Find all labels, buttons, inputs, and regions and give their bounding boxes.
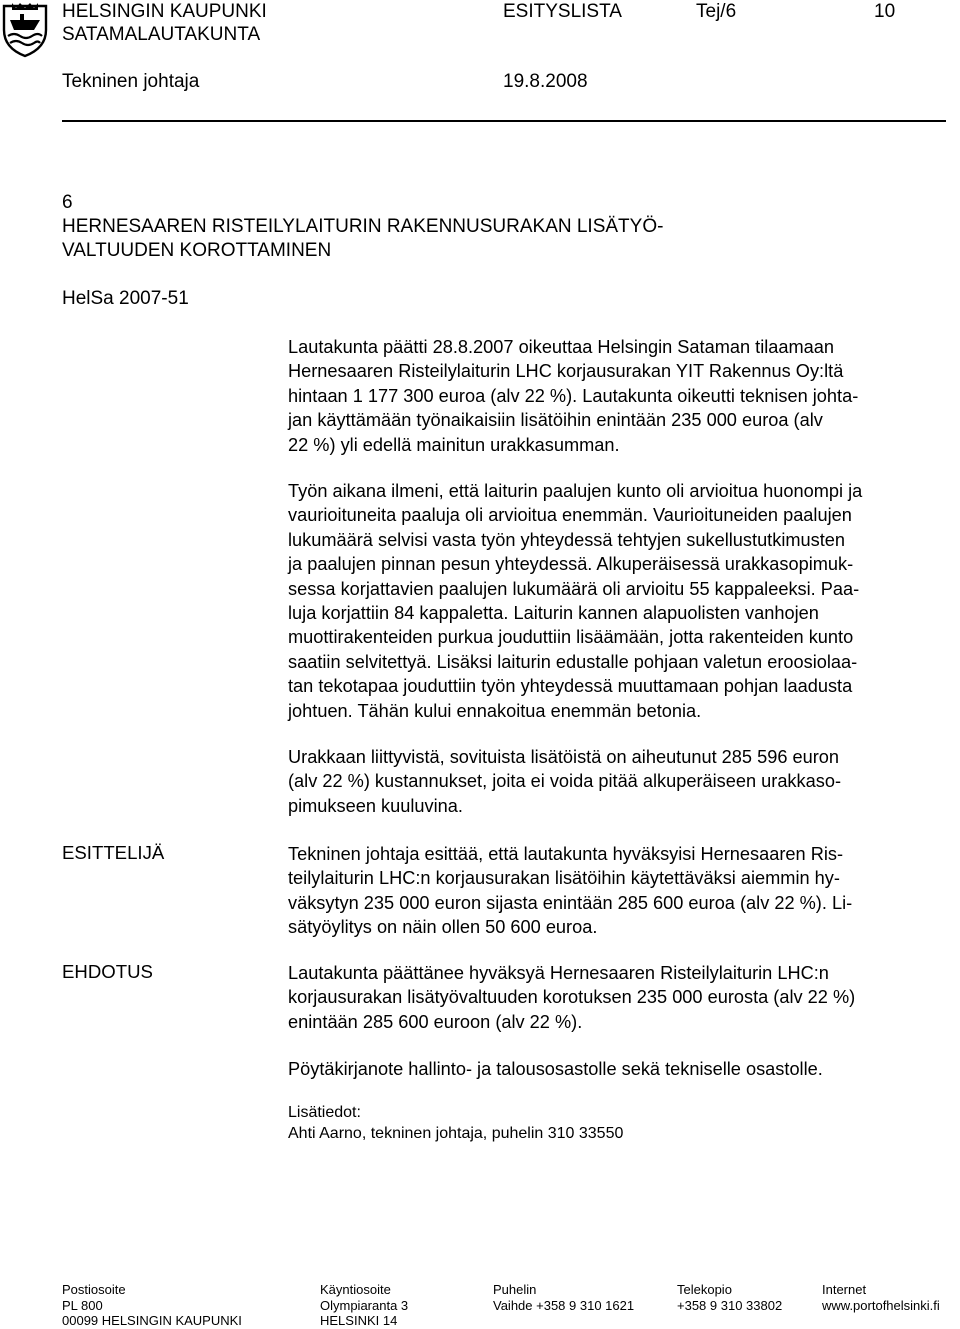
text-line: (alv 22 %) kustannukset, joita ei voida pitää alkuperäiseen urakkaso- xyxy=(288,771,842,792)
text-line: korjausurakan lisätyövaltuuden korotuksen 235 000 eurosta (alv 22 %) xyxy=(288,987,856,1008)
footer-fax: +358 9 310 33802 xyxy=(677,1298,783,1313)
reference-number: HelSa 2007-51 xyxy=(62,288,189,309)
footer-visit-line: Olympiaranta 3 xyxy=(320,1298,409,1313)
footer-postal-line: 00099 HELSINGIN KAUPUNKI xyxy=(62,1313,242,1328)
text-line: Lautakunta päätti 28.8.2007 oikeuttaa Helsingin Sataman tilaamaan xyxy=(288,337,835,357)
text-line: ja paalujen pinnan pesun yhteydessä. Alkuperäisessä urakkasopimuk- xyxy=(288,554,854,575)
info-label: Lisätiedot: xyxy=(288,1104,361,1121)
header-divider xyxy=(62,120,946,122)
author: Tekninen johtaja xyxy=(62,71,200,92)
section-number: 6 xyxy=(62,192,73,213)
text-line: väksytyn 235 000 euron sijasta enintään 285 600 euroa (alv 22 %). Li- xyxy=(288,892,853,913)
text-line: Tekninen johtaja esittää, että lautakunta hyväksyisi Hernesaaren Ris- xyxy=(288,844,844,864)
doc-code: Tej/6 xyxy=(696,1,737,22)
footer-web-heading: Internet xyxy=(822,1282,867,1297)
text-line: enintään 285 600 euroon (alv 22 %). xyxy=(288,1011,583,1032)
text-line: teilylaiturin LHC:n korjausurakan lisätöihin käytettäväksi aiemmin hy- xyxy=(288,868,840,889)
text-line: muottirakenteiden purkua jouduttiin lisäämään, jotta rakenteiden kunto xyxy=(288,627,854,648)
section-title-line: VALTUUDEN KOROTTAMINEN xyxy=(62,240,332,261)
footer-fax-heading: Telekopio xyxy=(677,1282,732,1297)
text-line: tan tekotapaa jouduttiin työn yhteydessä muuttamaan pohjan laadusta xyxy=(288,676,853,697)
text-line: johtuen. Tähän kului ennakoitua enemmän betonia. xyxy=(288,700,702,721)
text-line: Työn aikana ilmeni, että laiturin paalujen kunto oli arvioitua huonompi ja xyxy=(288,481,863,501)
text-line: vaurioituneita paaluja oli arvioitua enemmän. Vaurioituneiden paalujen xyxy=(288,505,852,526)
page-number: 10 xyxy=(874,1,896,22)
org-name: HELSINGIN KAUPUNKI xyxy=(62,1,267,22)
text-line: 22 %) yli edellä mainitun urakkasumman. xyxy=(288,434,620,455)
footer-postal-line: PL 800 xyxy=(62,1298,103,1313)
info-contact: Ahti Aarno, tekninen johtaja, puhelin 310 33550 xyxy=(288,1125,624,1142)
paragraph-costs xyxy=(288,745,948,818)
footer-web-link[interactable]: www.portofhelsinki.fi xyxy=(822,1298,940,1313)
doc-date: 19.8.2008 xyxy=(503,71,588,92)
proposal-label: EHDOTUS xyxy=(62,961,153,982)
section-title-line: HERNESAAREN RISTEILYLAITURIN RAKENNUSURAKAN LISÄTYÖ- xyxy=(62,216,664,237)
presenter-label: ESITTELIJÄ xyxy=(62,842,165,863)
minutes-distribution: Pöytäkirjanote hallinto- ja talousosastolle sekä tekniselle osastolle. xyxy=(288,1059,823,1079)
footer-phone: Vaihde +358 9 310 1621 xyxy=(493,1298,635,1313)
paragraph-presenter xyxy=(288,842,948,940)
text-line: hintaan 1 177 300 euroa (alv 22 %). Lautakunta oikeutti teknisen johta- xyxy=(288,385,859,406)
footer-visit-line: HELSINKI 14 xyxy=(320,1313,398,1328)
text-line: pimukseen kuuluvina. xyxy=(288,795,463,816)
text-line: saatiin selvitettyä. Lisäksi laiturin edustalle pohjaan valetun eroosiolaa- xyxy=(288,651,858,672)
text-line: Hernesaaren Risteilylaiturin LHC korjausurakan YIT Rakennus Oy:ltä xyxy=(288,361,844,382)
paragraph-proposal xyxy=(288,961,948,1034)
text-line: lukumäärä selvisi vasta työn yhteydessä tehtyjen sukellustutkimusten xyxy=(288,529,846,550)
org-board: SATAMALAUTAKUNTA xyxy=(62,24,261,45)
paragraph-findings xyxy=(288,479,948,723)
footer-postal-heading: Postiosoite xyxy=(62,1282,126,1297)
text-line: Lautakunta päättänee hyväksyä Hernesaaren Risteilylaiturin LHC:n xyxy=(288,963,829,983)
text-line: luja korjattiin 84 kappaletta. Laiturin kannen alapuolisten vanhojen xyxy=(288,603,819,624)
text-line: sessa korjattavien paalujen lukumäärä oli arvioitu 55 kappaleeksi. Paa- xyxy=(288,578,860,599)
text-line: sätyöylitys on näin ollen 50 600 euroa. xyxy=(288,917,598,938)
helsinki-crest-icon xyxy=(0,0,50,58)
paragraph-decision xyxy=(288,335,948,457)
text-line: Urakkaan liittyvistä, sovituista lisätöistä on aiheutunut 285 596 euron xyxy=(288,747,839,767)
doc-type: ESITYSLISTA xyxy=(503,1,622,22)
footer-phone-heading: Puhelin xyxy=(493,1282,537,1297)
footer-visit-heading: Käyntiosoite xyxy=(320,1282,391,1297)
text-line: jan käyttämään työnaikaisiin lisätöihin enintään 235 000 euroa (alv xyxy=(288,410,823,431)
